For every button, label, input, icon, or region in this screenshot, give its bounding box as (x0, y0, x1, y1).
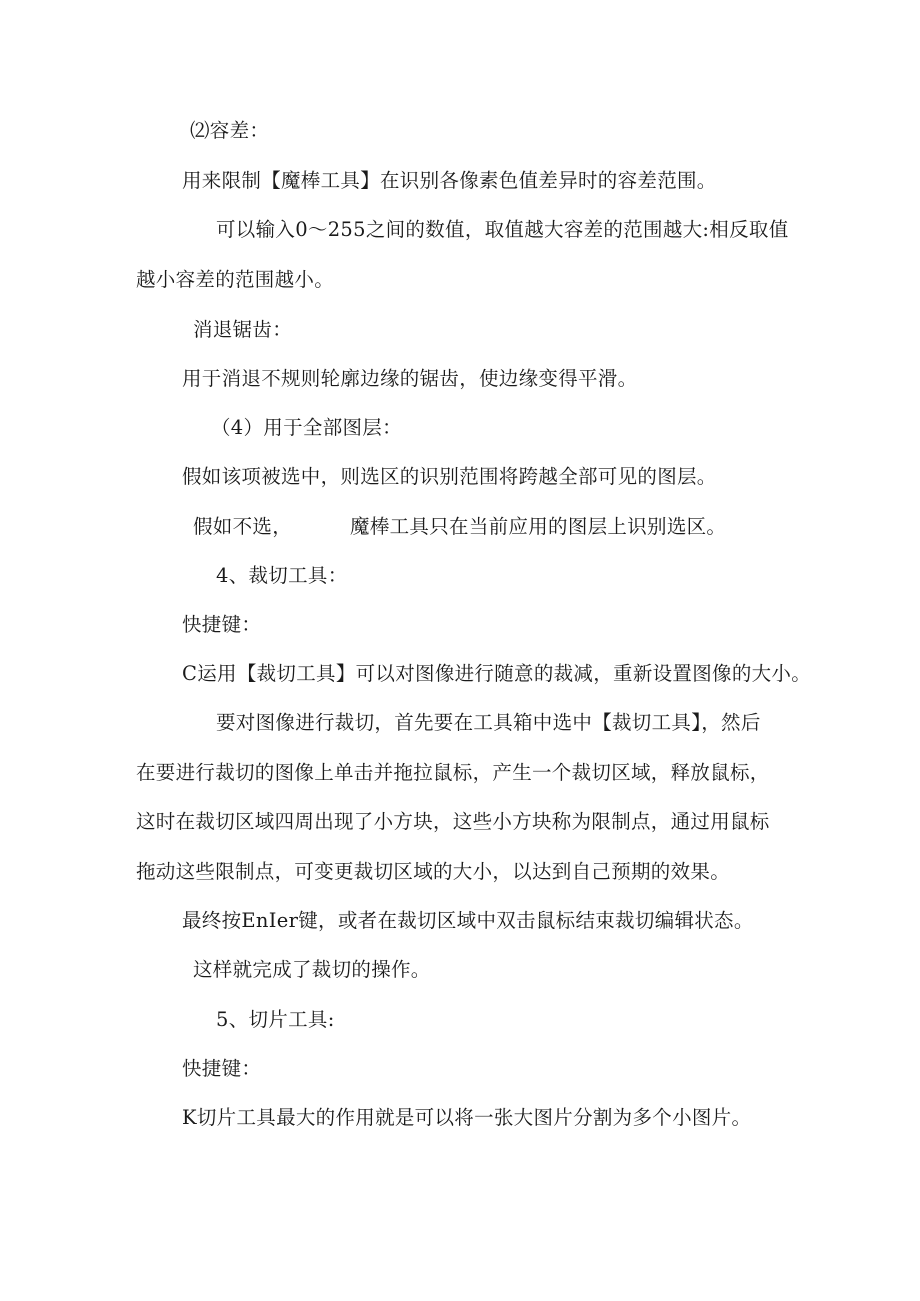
text-line: （4）用于全部图层： (211, 416, 402, 439)
text-segment: 假如不选， (193, 515, 293, 538)
text-line: 拖动这些限制点，可变更裁切区域的大小，以达到自己预期的效果。 (136, 860, 731, 883)
text-line: 快捷键： (182, 613, 262, 636)
text-line: K切片工具最大的作用就是可以将一张大图片分割为多个小图片。 (182, 1106, 752, 1129)
text-line (193, 513, 726, 541)
text-line: 用来限制【魔棒工具】在识别各像素色值差异时的容差范围。 (182, 169, 717, 192)
text-line: 快捷键： (182, 1057, 262, 1080)
text-line: 用于消退不规则轮廓边缘的锯齿，使边缘变得平滑。 (182, 367, 638, 390)
text-line: 这时在裁切区域四周出现了小方块，这些小方块称为限制点，通过用鼠标 (136, 810, 770, 833)
section-heading: 5、切片工具: (216, 1008, 335, 1031)
text-line: ⑵容差： (190, 119, 270, 142)
section-heading: 4、裁切工具： (216, 564, 348, 587)
text-line: 假如该项被选中，则选区的识别范围将跨越全部可见的图层。 (182, 465, 717, 488)
text-line: 越小容差的范围越小。 (136, 268, 335, 291)
text-line: 这样就完成了裁切的操作。 (193, 958, 431, 981)
text-segment: 魔棒工具只在当前应用的图层上识别选区。 (350, 515, 727, 538)
text-line: 消退锯齿： (193, 318, 293, 341)
text-line: C运用【裁切工具】可以对图像进行随意的裁减，重新设置图像的大小。 (182, 662, 812, 685)
text-line: 要对图像进行裁切，首先要在工具箱中选中【裁切工具】，然后 (216, 711, 761, 734)
text-line: 可以输入0～255之间的数值，取值越大容差的范围越大:相反取值 (216, 218, 789, 241)
text-line: 最终按EnIer键，或者在裁切区域中双击鼠标结束裁切编辑状态。 (182, 909, 754, 932)
text-line: 在要进行裁切的图像上单击并拖拉鼠标，产生一个裁切区域，释放鼠标， (136, 761, 770, 784)
